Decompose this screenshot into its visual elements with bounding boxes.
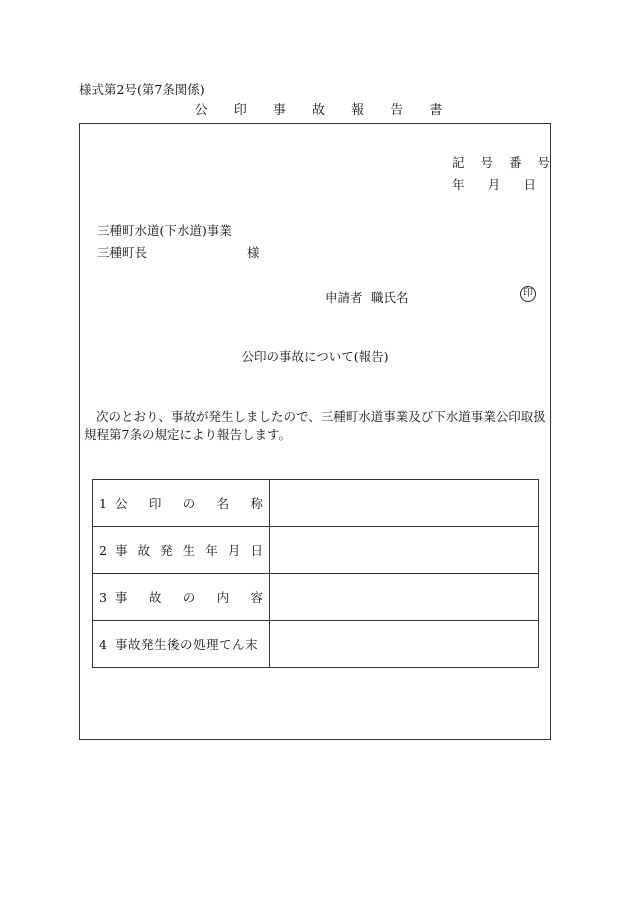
row-number: 3	[99, 589, 107, 605]
row-label: 事故発生年月日	[115, 543, 263, 558]
applicant-title-name: 職氏名	[371, 290, 409, 305]
date-month-label: 月	[487, 177, 501, 192]
info-table	[92, 479, 539, 668]
table-row	[93, 574, 539, 621]
addressee-honorific: 様	[247, 245, 260, 260]
row-number: 4	[99, 636, 107, 652]
document-title: 公 印 事 故 報 告 書	[194, 103, 454, 118]
reference-number-label: 記 号 番 号	[452, 155, 556, 170]
body-text: 次のとおり、事故が発生しましたので、三種町水道事業及び下水道事業公印取扱規程第7条の規定により報告します。	[84, 409, 546, 442]
row-value-cell[interactable]	[270, 480, 539, 527]
row-label-cell	[93, 480, 270, 527]
applicant-label: 申請者	[325, 290, 363, 305]
subject-line: 公印の事故について(報告)	[241, 349, 389, 364]
addressee-name: 三種町長	[97, 245, 148, 260]
date-year-label: 年	[452, 177, 465, 192]
row-label-cell	[93, 621, 270, 668]
table-row	[93, 621, 539, 668]
row-value-cell[interactable]	[270, 527, 539, 574]
row-number: 2	[99, 542, 107, 558]
row-label-cell	[93, 574, 270, 621]
row-value-cell[interactable]	[270, 621, 539, 668]
row-value-cell[interactable]	[270, 574, 539, 621]
row-number: 1	[99, 495, 107, 511]
table-row	[93, 480, 539, 527]
form-number: 様式第2号(第7条関係)	[79, 82, 205, 97]
row-label-cell	[93, 527, 270, 574]
date-row	[452, 175, 536, 193]
seal-mark-icon: 印	[520, 286, 536, 302]
addressee-organization: 三種町水道(下水道)事業	[97, 223, 232, 238]
row-label: 事故発生後の処理てん末	[115, 637, 259, 652]
date-day-label: 日	[523, 177, 536, 192]
row-label: 事故の内容	[115, 590, 263, 605]
table-row	[93, 527, 539, 574]
row-label: 公印の名称	[115, 496, 263, 511]
